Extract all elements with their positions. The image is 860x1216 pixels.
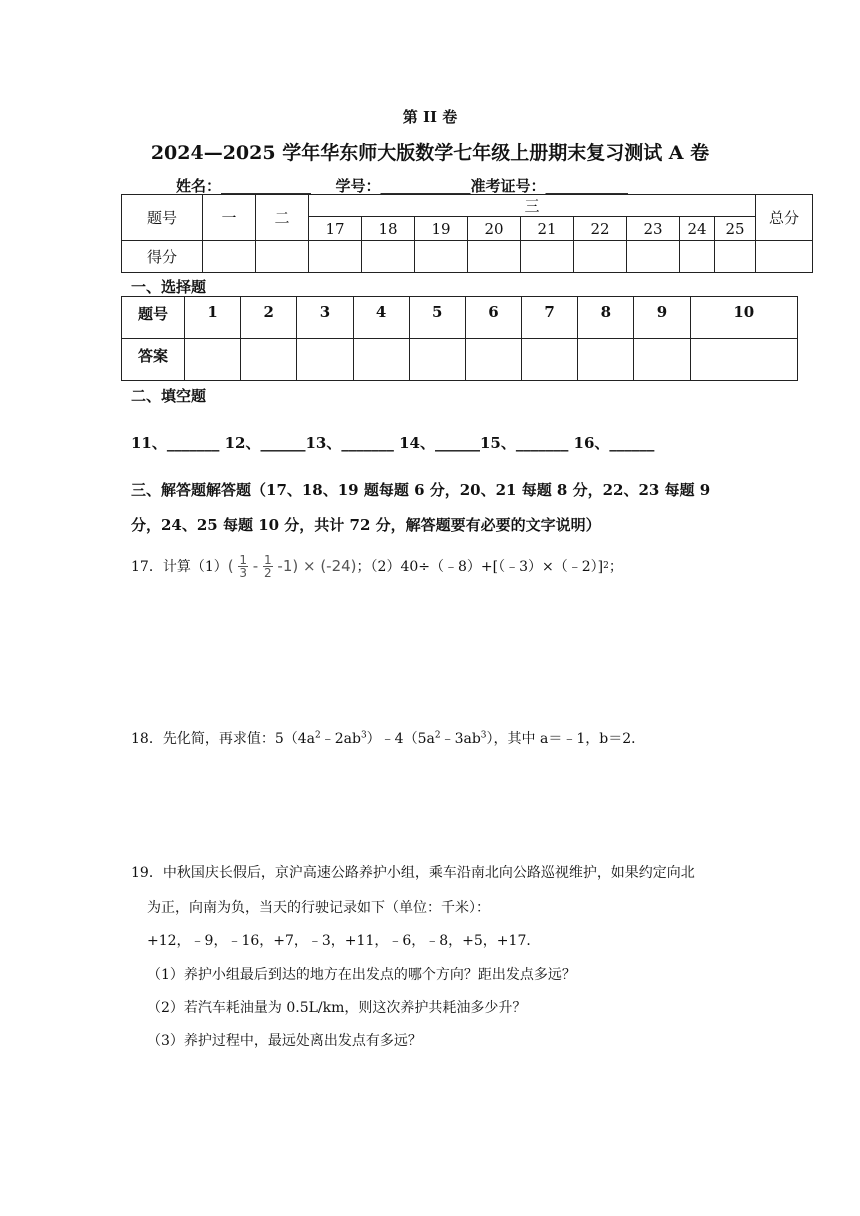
score-cell[interactable] — [415, 241, 468, 273]
answer-number: 6 — [465, 297, 521, 339]
score-table-q25: 25 — [715, 217, 756, 241]
score-cell[interactable] — [627, 241, 680, 273]
volume-label: 第 II 卷 — [402, 108, 458, 126]
score-cell[interactable] — [256, 241, 309, 273]
score-cell[interactable] — [468, 241, 521, 273]
score-table-q18: 18 — [362, 217, 415, 241]
answer-number: 9 — [634, 297, 690, 339]
question-19-sub3: （3）养护过程中，最远处离出发点有多远？ — [147, 1033, 422, 1049]
answer-cell[interactable] — [241, 339, 297, 381]
name-field[interactable]: ____________ — [221, 177, 312, 195]
score-row-label: 得分 — [122, 241, 203, 273]
answer-cell[interactable] — [578, 339, 634, 381]
answer-cell[interactable] — [522, 339, 578, 381]
score-table-q24: 24 — [680, 217, 715, 241]
q17-prefix: 17．计算（1） — [131, 559, 228, 575]
fraction-one-third — [238, 554, 248, 579]
q18-part-b: ﹣2ab — [320, 731, 361, 747]
score-table — [121, 194, 813, 273]
exam-number-label: 准考证号： — [470, 177, 546, 195]
question-19-sub1: （1）养护小组最后到达的地方在出发点的哪个方向？距出发点多远？ — [147, 967, 576, 983]
student-id-field[interactable]: ____________ — [380, 177, 471, 195]
score-table-q21: 21 — [521, 217, 574, 241]
student-info-line — [176, 175, 628, 196]
score-cell[interactable] — [362, 241, 415, 273]
answer-cell[interactable] — [409, 339, 465, 381]
answer-number: 5 — [409, 297, 465, 339]
q18-part-d: ﹣3ab — [440, 731, 481, 747]
answer-cell[interactable] — [690, 339, 797, 381]
score-table-section-1: 一 — [203, 195, 256, 241]
answer-cell[interactable] — [634, 339, 690, 381]
q18-exp: 3 — [480, 730, 487, 741]
frac1-den: 3 — [239, 565, 248, 580]
q18-part-a: 18．先化简，再求值：5（4a — [131, 731, 315, 747]
question-19-line1: 19．中秋国庆长假后，京沪高速公路养护小组，乘车沿南北向公路巡视维护，如果约定向北 — [131, 865, 695, 881]
score-table-section-2: 二 — [256, 195, 309, 241]
q18-exp: 2 — [314, 730, 321, 741]
question-19-records: +12，﹣9，﹣16，+7，﹣3，+11，﹣6，﹣8，+5，+17． — [147, 933, 541, 949]
answer-row-label: 答案 — [122, 339, 185, 381]
q17-tail: -1) × (-24) — [277, 556, 357, 575]
score-table-q20: 20 — [468, 217, 521, 241]
score-cell[interactable] — [680, 241, 715, 273]
section-1-title: 一、选择题 — [131, 278, 207, 296]
answer-number: 3 — [297, 297, 353, 339]
score-table-q17: 17 — [309, 217, 362, 241]
exam-number-field[interactable]: ___________ — [545, 177, 629, 195]
score-cell[interactable] — [309, 241, 362, 273]
score-cell[interactable] — [521, 241, 574, 273]
score-table-q19: 19 — [415, 217, 468, 241]
fill-blank-line[interactable]: 11、_______ 12、______13、_______ 14、______15、_______ 16、______ — [131, 434, 655, 452]
answer-table-header-label: 题号 — [122, 297, 185, 339]
question-19-sub2: （2）若汽车耗油量为 0.5L/km，则这次养护共耗油多少升？ — [147, 1000, 527, 1016]
score-table-section-3: 三 — [309, 195, 756, 217]
score-cell[interactable] — [715, 241, 756, 273]
score-cell[interactable] — [756, 241, 813, 273]
page-title: 2024—2025 学年华东师大版数学七年级上册期末复习测试 A 卷 — [150, 142, 710, 164]
answer-number: 4 — [353, 297, 409, 339]
name-label: 姓名： — [176, 177, 222, 195]
answer-number: 1 — [185, 297, 241, 339]
score-table-total: 总分 — [756, 195, 813, 241]
frac2-num: 1 — [264, 552, 272, 567]
answer-cell[interactable] — [465, 339, 521, 381]
answer-number: 2 — [241, 297, 297, 339]
question-17: 17．计算（1） ( $\frac{1}{3}$ - $\frac{1}{2}$ -1) × (-24) ；（2）40÷（﹣8）+[（﹣3）×（﹣2）] 2 ； — [131, 552, 623, 580]
question-19-line2: 为正，向南为负，当天的行驶记录如下（单位：千米）： — [147, 900, 490, 916]
q18-exp: 2 — [434, 730, 441, 741]
question-18 — [131, 728, 645, 748]
q17-minus: - — [252, 556, 259, 575]
answer-number: 8 — [578, 297, 634, 339]
q18-part-c: ）﹣4（5a — [366, 731, 435, 747]
score-cell[interactable] — [203, 241, 256, 273]
q17-part2: ；（2）40÷（﹣8）+[（﹣3）×（﹣2）] — [356, 559, 604, 575]
q18-part-e: ），其中 a＝﹣1，b＝2． — [486, 731, 646, 747]
section-3-title-line1: 三、解答题解答题（17、18、19 题每题 6 分，20、21 每题 8 分，22、23 每题 9 — [131, 481, 711, 499]
student-id-label: 学号： — [335, 177, 381, 195]
answer-cell[interactable] — [297, 339, 353, 381]
q17-end: ； — [608, 559, 623, 575]
section-3-title-line2: 分，24、25 每题 10 分，共计 72 分，解答题要有必要的文字说明） — [131, 516, 601, 534]
section-2-title: 二、填空题 — [131, 387, 207, 405]
score-cell[interactable] — [574, 241, 627, 273]
q17-paren: ( — [227, 556, 234, 575]
q18-exp: 3 — [360, 730, 367, 741]
answer-number: 10 — [690, 297, 797, 339]
score-table-q22: 22 — [574, 217, 627, 241]
answer-cell[interactable] — [353, 339, 409, 381]
fraction-one-half — [263, 554, 273, 579]
score-table-q23: 23 — [627, 217, 680, 241]
frac2-den: 2 — [264, 565, 272, 580]
answer-table — [121, 296, 798, 381]
q17-expression — [228, 554, 357, 579]
frac1-num: 1 — [239, 552, 248, 567]
answer-cell[interactable] — [185, 339, 241, 381]
answer-number: 7 — [522, 297, 578, 339]
score-table-header-label: 题号 — [122, 195, 203, 241]
